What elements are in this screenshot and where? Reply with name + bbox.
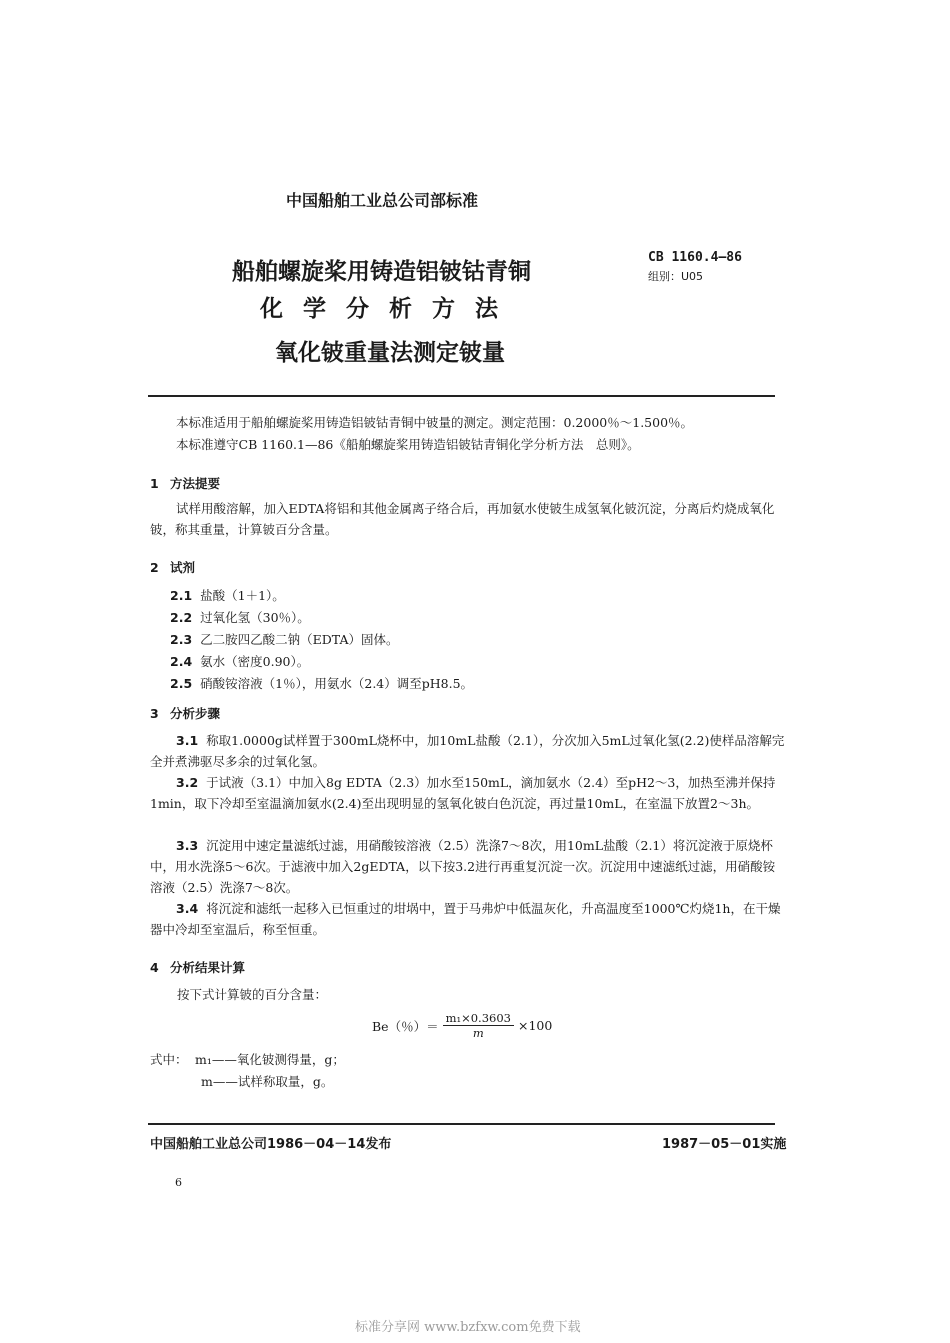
site-watermark: 标准分享网 www.bzfxw.com免费下载: [355, 1320, 581, 1335]
footer-divider: [148, 1123, 775, 1125]
title-line-1: 船舶螺旋桨用铸造铝铍钴青铜: [232, 259, 531, 285]
issuing-organization: 中国船舶工业总公司部标准: [286, 191, 479, 210]
section-4-heading: [150, 958, 245, 976]
procedure-step: 3.3 沉淀用中速定量滤纸过滤，用硝酸铵溶液（2.5）洗涤7～8次，用10mL盐酸（2.1）将沉淀液于原烧杯中，用水洗涤5～6次。于滤液中加入2gEDTA，以下按3.2进行再重复沉淀一次。沉淀用中速滤纸过滤，用硝酸铵溶液（2.5）洗涤7～8次。: [150, 838, 776, 895]
group-code: 组别：U05: [648, 270, 704, 283]
reagent-item: 2.2 过氧化氢（30％）。: [170, 610, 310, 625]
section-3-heading: [150, 704, 220, 722]
issue-date: 中国船舶工业总公司1986－04－14发布: [150, 1137, 392, 1152]
reagent-item: 2.1 盐酸（1＋1）。: [170, 588, 285, 603]
reagent-item: 2.4 氨水（密度0.90）。: [170, 654, 310, 669]
where-label: 式中：: [150, 1052, 188, 1067]
section-title: 试剂: [170, 560, 196, 575]
formula-denominator: m: [472, 1026, 484, 1040]
formula-numerator: m₁×0.3603: [443, 1011, 514, 1026]
intro-compliance: 本标准遵守CB 1160.1—86《船舶螺旋桨用铸造铝铍钴青铜化学分析方法 总则》。: [176, 437, 640, 452]
title-line-2: 化学分析方法: [260, 296, 518, 322]
section-2-heading: [150, 558, 195, 576]
formula-lhs: Be（％）＝: [372, 1018, 439, 1034]
procedure-step: 3.4 将沉淀和滤纸一起移入已恒重过的坩埚中，置于马弗炉中低温灰化，升高温度至1000℃灼烧1h，在干燥器中冷却至室温后，称至恒重。: [150, 901, 781, 937]
section-number: 4: [150, 960, 159, 975]
page-number: 6: [175, 1176, 182, 1189]
section-title: 分析步骤: [170, 706, 221, 721]
section-title: 方法提要: [170, 476, 221, 491]
title-line-3: 氧化铍重量法测定铍量: [275, 340, 505, 366]
procedure-step: 3.1 称取1.0000g试样置于300mL烧杯中，加10mL盐酸（2.1），分次加入5mL过氧化氢(2.2)使样品溶解完全并煮沸驱尽多余的过氧化氢。: [150, 733, 785, 769]
header-divider: [148, 395, 775, 397]
formula-rhs: ×100: [517, 1018, 553, 1033]
variable-definition: m₁——氧化铍测得量，g；: [195, 1052, 345, 1067]
effective-date: 1987－05－01实施: [662, 1137, 787, 1152]
section-1-heading: [150, 474, 220, 492]
section-number: 2: [150, 560, 159, 575]
intro-scope: 本标准适用于船舶螺旋桨用铸造铝铍钴青铜中铍量的测定。测定范围：0.2000％～1.500％。: [176, 415, 694, 430]
reagent-item: 2.5 硝酸铵溶液（1％），用氨水（2.4）调至pH8.5。: [170, 676, 474, 691]
section-number: 1: [150, 476, 159, 491]
reagent-item: 2.3 乙二胺四乙酸二钠（EDTA）固体。: [170, 632, 399, 647]
standard-number: CB 1160.4—86: [648, 250, 742, 265]
formula: [372, 1011, 552, 1040]
formula-fraction: [443, 1011, 514, 1040]
section-1-text: 试样用酸溶解，加入EDTA将铝和其他金属离子络合后，再加氨水使铍生成氢氧化铍沉淀，分离后灼烧成氧化铍，称其重量，计算铍百分含量。: [150, 501, 775, 537]
section-title: 分析结果计算: [170, 960, 246, 975]
variable-definition: m——试样称取量，g。: [201, 1074, 334, 1089]
section-number: 3: [150, 706, 159, 721]
procedure-step: 3.2 于试液（3.1）中加入8g EDTA（2.3）加水至150mL，滴加氨水（2.4）至pH2～3，加热至沸并保持1min，取下冷却至室温滴加氨水(2.4)至出现明显的氢氧化铍白色沉淀，再过量10mL，在室温下放置2～3h。: [150, 775, 776, 811]
formula-intro: 按下式计算铍的百分含量：: [177, 987, 328, 1002]
